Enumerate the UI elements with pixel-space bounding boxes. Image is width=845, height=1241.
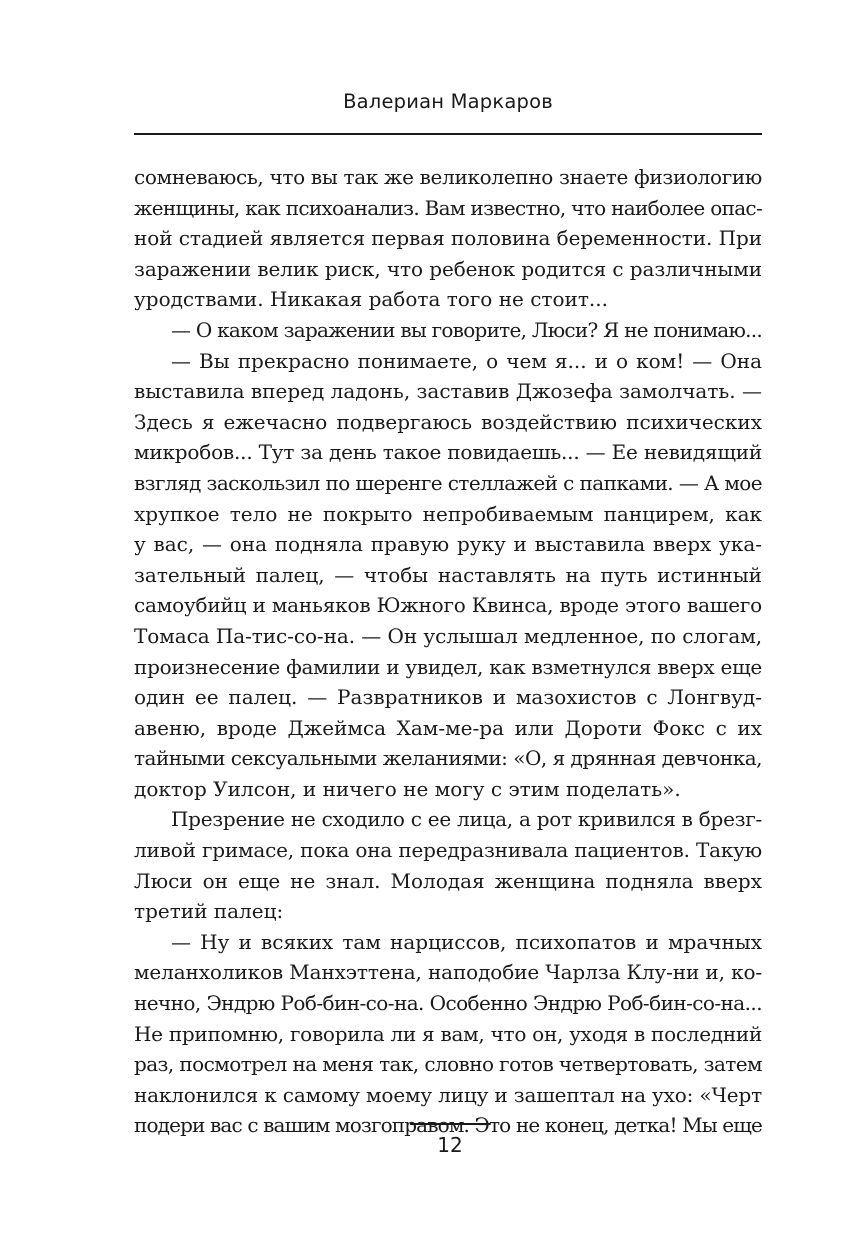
text-line: тайными сексуальными желаниями: «О, я дрянная девчонка,	[134, 746, 762, 771]
text-line: зательный палец, — чтобы наставлять на путь истинный	[134, 562, 762, 587]
text-line: третий палец:	[134, 899, 284, 924]
text-line: меланхоликов Манхэттена, наподобие Чарлза Клу-ни и, ко-	[134, 960, 762, 985]
text-line: — Ну и всяких там нарциссов, психопатов и мрачных	[171, 929, 762, 954]
text-line: ливой гримасе, пока она передразнивала пациентов. Такую	[134, 838, 762, 863]
text-line: нечно, Эндрю Роб-бин-со-на. Особенно Эндрю Роб-бин-со-на...	[134, 991, 762, 1016]
text-line: Презрение не сходило с ее лица, а рот кривился в брезг-	[171, 807, 762, 832]
text-line: произнесение фамилии и увидел, как взметнулся вверх еще	[134, 654, 762, 679]
text-line: ной стадией является первая половина беременности. При	[134, 226, 763, 251]
running-head-author: Валериан Маркаров	[343, 90, 553, 113]
text-line: раз, посмотрел на меня так, словно готов четвертовать, затем	[134, 1052, 762, 1077]
text-line: микробов... Тут за день такое повидаешь... — Ее невидящий	[134, 440, 762, 465]
text-line: уродствами. Никакая работа того не стоит...	[134, 287, 609, 312]
text-line: взгляд заскользил по шеренге стеллажей с папками. — А мое	[134, 470, 762, 495]
text-line: один ее палец. — Развратников и мазохистов с Лонгвуд-	[134, 685, 762, 710]
text-line: заражении велик риск, что ребенок родится с различными	[134, 256, 762, 281]
header-rule	[134, 133, 762, 135]
text-line: сомневаюсь, что вы так же великолепно знаете физиологию	[134, 165, 763, 189]
text-line: хрупкое тело не покрыто непробиваемым панцирем, как	[134, 501, 762, 526]
page-number: 12	[437, 1133, 463, 1157]
text-line: доктор Уилсон, и ничего не могу с этим поделать».	[134, 776, 681, 801]
text-line: — О каком заражении вы говорите, Люси? Я не понимаю...	[171, 317, 763, 342]
text-line: Не припомню, говорила ли я вам, что он, уходя в последний	[134, 1021, 762, 1046]
text-line: Люси он еще не знал. Молодая женщина подняла вверх	[134, 868, 762, 893]
text-line: самоубийц и маньяков Южного Квинса, вроде этого вашего	[134, 593, 762, 618]
text-line: у вас, — она подняла правую руку и выставила вверх ука-	[134, 532, 762, 557]
footer-rule	[410, 1123, 490, 1125]
text-line: Здесь я ежечасно подвергаюсь воздействию психических	[134, 409, 762, 434]
text-line: Томаса Па-тис-со-на. — Он услышал медленное, по слогам,	[134, 623, 762, 648]
text-line: женщины, как психоанализ. Вам известно, что наиболее опас-	[134, 195, 763, 220]
text-line: выставила вперед ладонь, заставив Джозефа замолчать. —	[134, 379, 762, 404]
text-line: наклонился к самому моему лицу и зашептал на ухо: «Черт	[134, 1082, 762, 1107]
text-line: подери вас с вашим мозгоправом. Это не конец, детка! Мы еще	[134, 1113, 762, 1138]
text-line: авеню, вроде Джеймса Хам-ме-ра или Дороти Фокс с их	[134, 715, 762, 740]
body-text	[134, 162, 762, 1141]
text-line: — Вы прекрасно понимаете, о чем я... и о ком! — Она	[171, 348, 762, 373]
